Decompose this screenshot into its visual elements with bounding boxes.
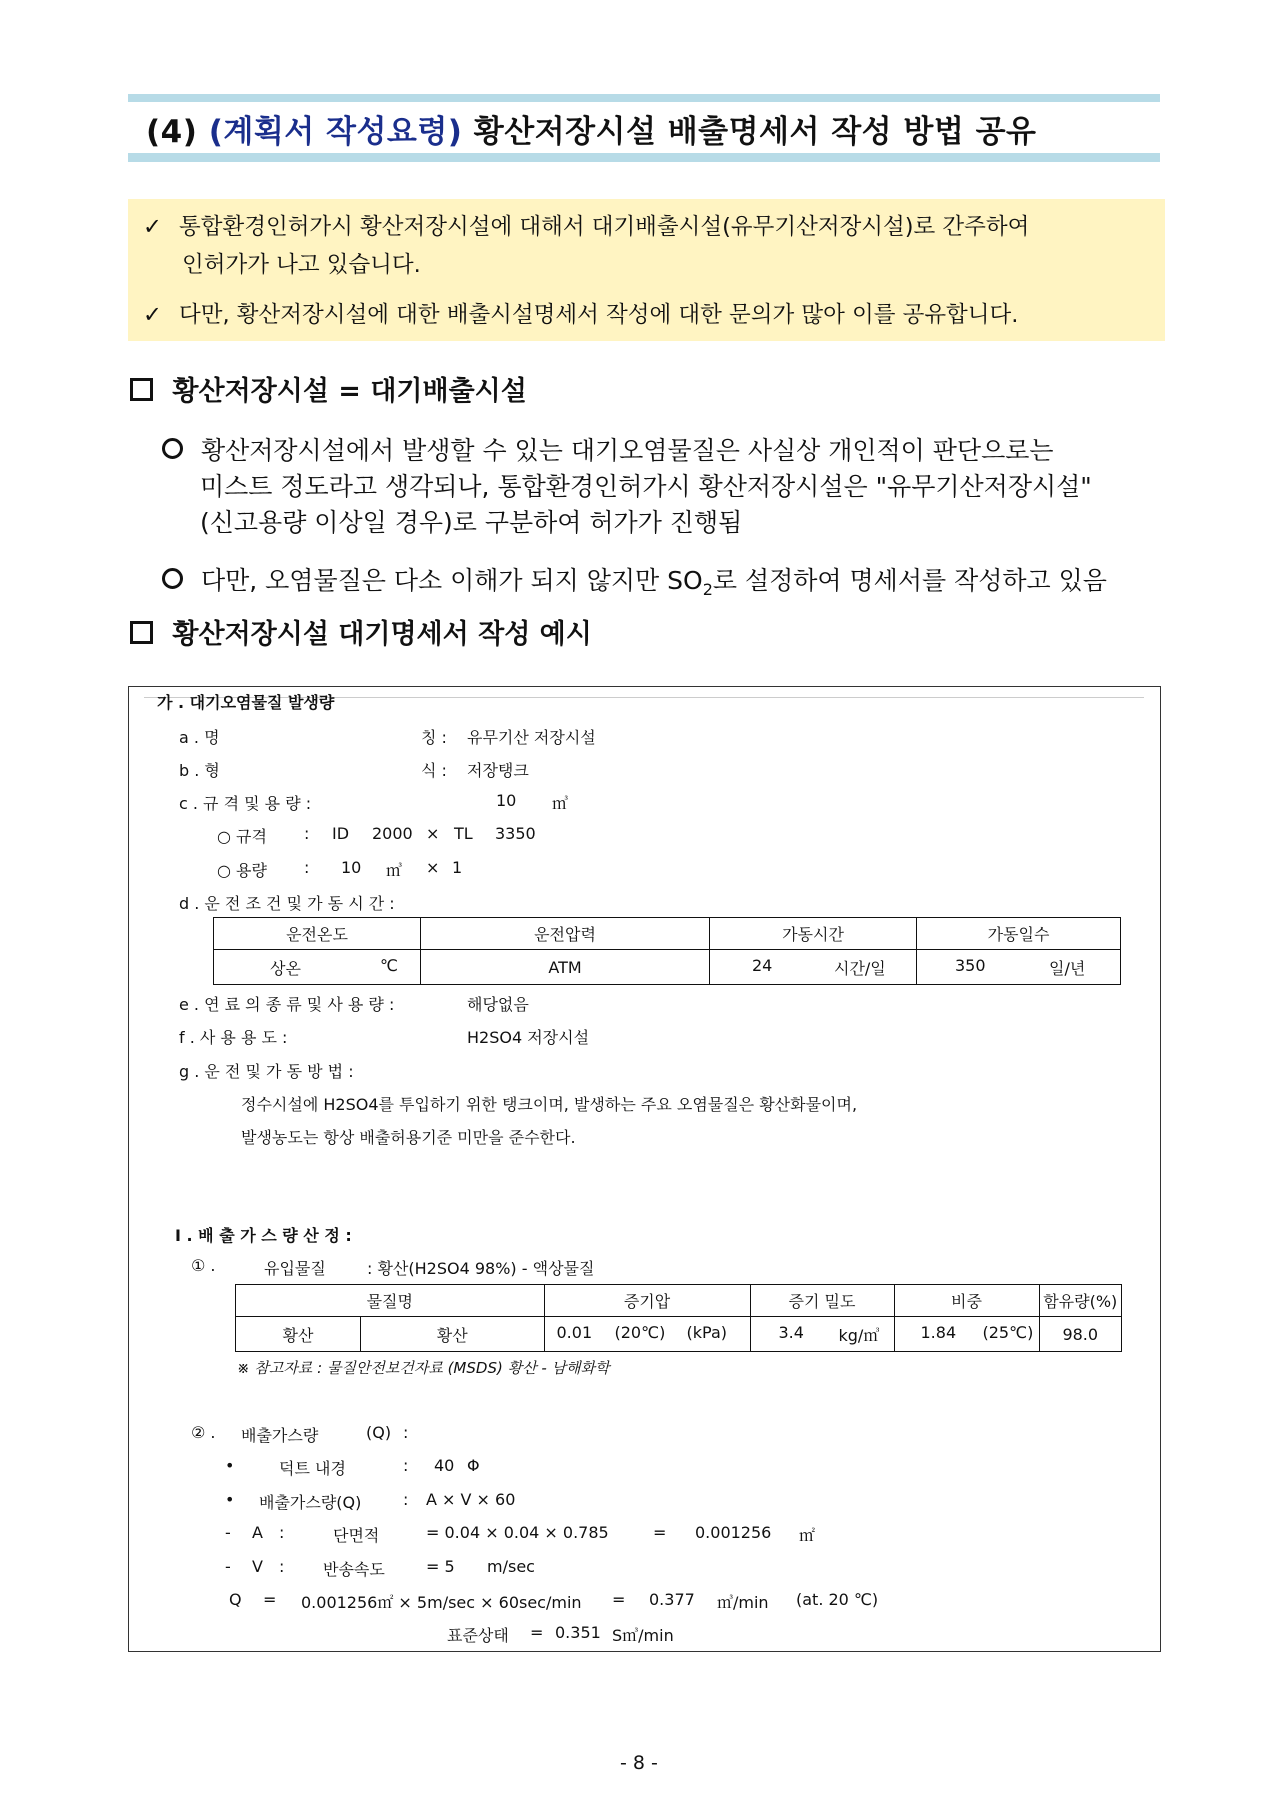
velocity-label: 반송속도 bbox=[323, 1560, 385, 1579]
check-icon: ✓ bbox=[143, 214, 162, 240]
property-table: 물질명 증기압 증기 밀도 비중 함유량(%) 황산 황산 0.01 (20℃) (kPa) 3.4 kg/㎥ 1.84 (25℃) 98.0 bbox=[235, 1284, 1122, 1352]
heading-number: (4) bbox=[146, 114, 198, 150]
spec-label: ○ 규격 bbox=[217, 827, 267, 846]
section-2-title: 황산저장시설 대기명세서 작성 예시 bbox=[130, 612, 592, 651]
item-c-value: 10 bbox=[496, 791, 517, 810]
item-f-key: f . 사 용 용 도 : bbox=[179, 1028, 288, 1047]
bullet-1-line1: 황산저장시설에서 발생할 수 있는 대기오염물질은 사실상 개인적이 판단으로는 bbox=[162, 431, 1054, 467]
check-icon: ✓ bbox=[143, 302, 162, 328]
i-title: I . 배 출 가 스 량 산 정 : bbox=[175, 1226, 352, 1245]
square-bullet-icon bbox=[130, 621, 153, 644]
circle-bullet-icon bbox=[162, 568, 183, 589]
item1-label: 유입물질 bbox=[264, 1259, 326, 1278]
q-expression: 0.001256㎡ × 5m/sec × 60sec/min bbox=[301, 1593, 582, 1612]
bullet-icon: • bbox=[225, 1490, 235, 1509]
item-g-key: g . 운 전 및 가 동 방 법 : bbox=[179, 1062, 354, 1081]
item-f-value: H2SO4 저장시설 bbox=[467, 1028, 590, 1047]
heading-rest-title: 황산저장시설 배출명세서 작성 방법 공유 bbox=[473, 114, 1037, 150]
circle-bullet-icon bbox=[162, 438, 183, 459]
operation-table: 운전온도 운전압력 가동시간 가동일수 상온 ℃ ATM 24 시간/일 350 일/년 bbox=[213, 917, 1121, 985]
bullet-1-line2: 미스트 정도라고 생각되나, 통합환경인허가시 황산저장시설은 "유무기산저장시설" bbox=[200, 472, 1092, 501]
std-label: 표준상태 bbox=[447, 1626, 509, 1645]
reference-note: ※ 참고자료 : 물질안전보건자료 (MSDS) 황산 - 남해화학 bbox=[237, 1359, 610, 1377]
heading-top-bar bbox=[128, 94, 1160, 102]
item-c-key: c . 규 격 및 용 량 : bbox=[179, 794, 312, 813]
q-value: 0.377 bbox=[649, 1590, 695, 1609]
item1-value: : 황산(H2SO4 98%) - 액상물질 bbox=[367, 1259, 595, 1278]
heading-paren-title: (계획서 작성요령) bbox=[208, 114, 463, 150]
item-b-colon: 식 : bbox=[421, 761, 447, 780]
bullet-icon: • bbox=[225, 1456, 235, 1475]
item-c-unit: ㎥ bbox=[552, 794, 569, 813]
note-1-line1: ✓ 통합환경인허가시 황산저장시설에 대해서 대기배출시설(유무기산저장시설)로 간주하여 bbox=[143, 214, 1030, 240]
page-number: - 8 - bbox=[620, 1752, 658, 1774]
example-form: 가 . 대기오염물질 발생량 a . 명 칭 : 유무기산 저장시설 b . 형 식 : 저장탱크 c . 규 격 및 용 량 : 10 ㎥ ○ 규격 : ID 2000 × TL 3350 ○ 용량 : 10 ㎥ × 1 d . 운 전 조 건 및 가 동 시 간 : 운전온도 운전압력 가동시간 가동일수 상온 ℃ ATM 24 시간/일 350 일/년 e . 연 료 의 종 류 및 사 용 량 : 해당없음 f . 사 용 용 도 : H2SO4 저장시설 g . 운 전 및 가 동 방 법 : 정수시설에 H2SO4를 투입하기 위한 탱크이며, 발생하는 주요 오염물질은 황산화물이며, 발생농도는 항상 배출허용기준 미만을 준수한다. I . 배 출 가 스 량 산 정 : ① . 유입물질 : 황산(H2SO4 98%) - 액상물질 물질명 증기압 증기 밀도 비중 함유량(%) 황산 황산 0.01 (20℃) (kPa) 3.4 kg/㎥ 1.84 (25℃) 98.0 ※ 참고자료 : 물질안전보건자료 (MSDS) 황산 - 남해화학 ② . 배출가스량 (Q) : • 덕트 내경 : 40 Φ • 배출가스량(Q) : A × V × 60 - A : 단면적 = 0.04 × 0.04 × 0.785 = 0.001256 ㎡ - V : 반송속도 = 5 m/sec Q = 0.001256㎡ × 5m/sec × 60sec/min = 0.377 ㎥/min (at. 20 ℃) 표준상태 = 0.351 S㎥/min bbox=[128, 686, 1161, 1652]
heading-bottom-bar bbox=[128, 153, 1160, 162]
item-b-value: 저장탱크 bbox=[467, 761, 529, 780]
item-d-key: d . 운 전 조 건 및 가 동 시 간 : bbox=[179, 894, 395, 913]
std-value: 0.351 bbox=[555, 1623, 601, 1642]
item-e-value: 해당없음 bbox=[467, 995, 529, 1014]
item1-num: ① . bbox=[191, 1256, 216, 1275]
bullet-1-line3: (신고용량 이상일 경우)로 구분하여 허가가 진행됨 bbox=[200, 508, 743, 537]
bullet-2: 다만, 오염물질은 다소 이해가 되지 않지만 $SO_2$로 설정하여 명세서를 작성하고 있음 bbox=[162, 561, 1107, 599]
notice-box bbox=[128, 199, 1165, 341]
note-1-line2: 인허가가 나고 있습니다. bbox=[182, 252, 421, 278]
item-a-value: 유무기산 저장시설 bbox=[467, 728, 596, 747]
flow-label: 배출가스량(Q) bbox=[259, 1493, 362, 1512]
ga-title: 가 . 대기오염물질 발생량 bbox=[157, 693, 335, 712]
page-heading bbox=[146, 106, 1037, 151]
square-bullet-icon bbox=[130, 378, 153, 401]
item2-label: 배출가스량 bbox=[241, 1426, 319, 1445]
item-a-key: a . 명 bbox=[179, 728, 220, 747]
cap-label: ○ 용량 bbox=[217, 861, 267, 880]
note-2: ✓ 다만, 황산저장시설에 대한 배출시설명세서 작성에 대한 문의가 많아 이를 공유합니다. bbox=[143, 302, 1019, 328]
item2-num: ② . bbox=[191, 1423, 216, 1442]
item-g-line2: 발생농도는 항상 배출허용기준 미만을 준수한다. bbox=[241, 1128, 576, 1147]
section-1-title: 황산저장시설 = 대기배출시설 bbox=[130, 369, 527, 408]
area-label: 단면적 bbox=[333, 1526, 380, 1545]
item-g-line1: 정수시설에 H2SO4를 투입하기 위한 탱크이며, 발생하는 주요 오염물질은 황산화물이며, bbox=[241, 1095, 858, 1114]
duct-label: 덕트 내경 bbox=[279, 1459, 346, 1478]
item-b-key: b . 형 bbox=[179, 761, 220, 780]
item-a-colon: 칭 : bbox=[421, 728, 447, 747]
item-e-key: e . 연 료 의 종 류 및 사 용 량 : bbox=[179, 995, 395, 1014]
